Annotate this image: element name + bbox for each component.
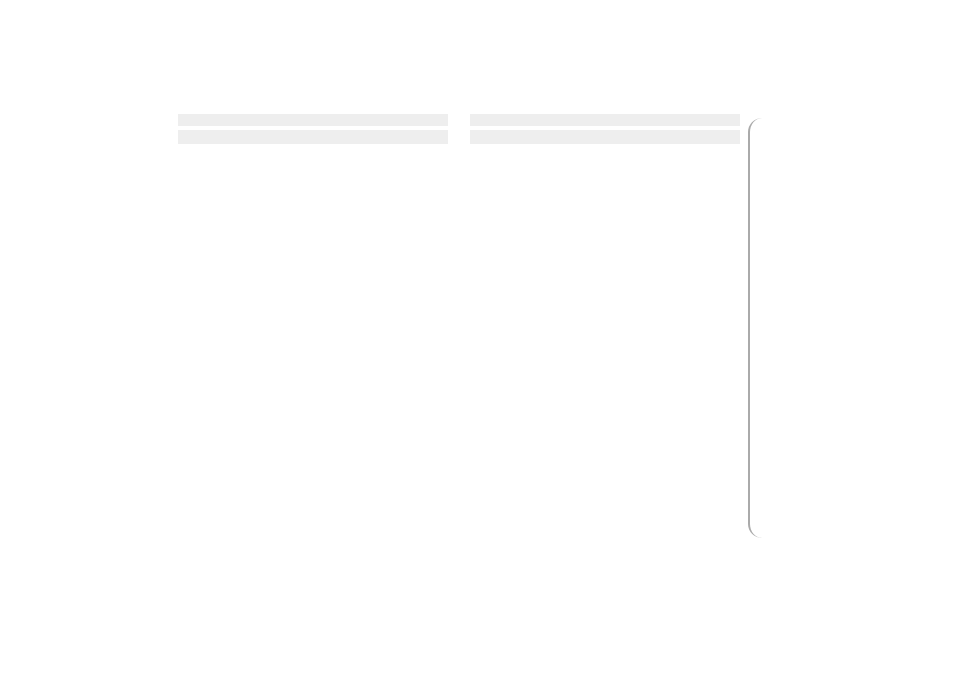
section-heading xyxy=(470,114,740,126)
right-column xyxy=(470,104,740,150)
paragraph xyxy=(178,130,448,144)
section-heading xyxy=(178,114,448,126)
paragraph xyxy=(470,130,740,144)
left-column xyxy=(178,104,448,150)
chapter-tab xyxy=(748,118,818,538)
